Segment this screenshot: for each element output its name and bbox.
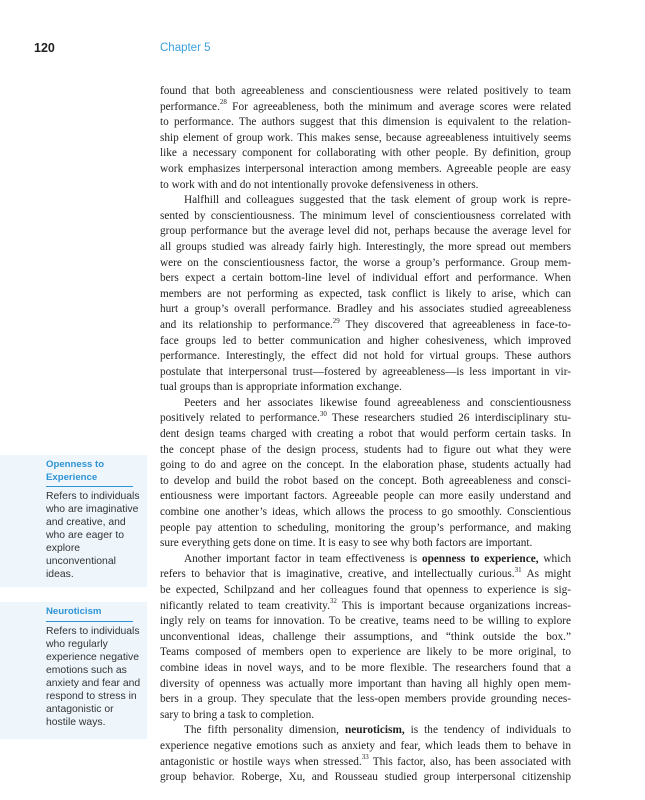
text-line: bers expect a certain bottom-line level of individual effort and performance. When xyxy=(160,272,571,285)
text-line: Another important factor in team effectiveness is openness to experience, which xyxy=(184,552,571,565)
text-line: combine ideas in novel ways, and to be more flexible. The researchers found that a xyxy=(160,661,571,674)
note-reference: 29 xyxy=(332,316,340,325)
text-line: experience negative emotions such as anxiety and fear, which leads them to behave in xyxy=(160,739,571,752)
margin-definition-text xyxy=(46,625,147,729)
margin-divider xyxy=(46,621,133,622)
text-line: all groups studied was already fairly high. Interestingly, the more spread out members xyxy=(160,240,571,253)
text-line: ship element of group work. This makes sense, because agreeableness intuitively seems xyxy=(160,131,571,144)
definition-line: unconventional xyxy=(46,556,116,567)
definition-line: who are imaginative xyxy=(46,504,139,515)
text-line: bers in a group. They speculate that the less-open members provide grounding neces- xyxy=(160,693,571,706)
margin-divider xyxy=(46,486,133,487)
text-line: Halfhill and colleagues suggested that the task element of group work is repre- xyxy=(184,194,571,207)
margin-term-line: Experience xyxy=(46,471,98,483)
text-line: members are not performing as expected, task conflict is likely to arise, which can xyxy=(160,287,571,300)
text-line: postulate that interpersonal trust—fostered by agreeableness—is less important in vir- xyxy=(160,365,571,378)
definition-line: who are eager to xyxy=(46,530,124,541)
text-line: work emphasizes interpersonal interaction among members. Agreeable people are easy xyxy=(160,162,571,175)
text-line: ingly rely on teams for innovation. To be creative, teams need to be willing to explore xyxy=(160,615,571,628)
definition-line: experience negative xyxy=(46,651,140,663)
margin-definition-text xyxy=(46,490,147,581)
margin-definition-neuroticism xyxy=(0,602,147,739)
note-reference: 28 xyxy=(219,98,227,107)
text-line: sure everything gets done on time. It is easy to see why both factors are important. xyxy=(160,537,533,550)
text-line: to develop and build the robot based on the concept. Both agreeableness and consci- xyxy=(160,474,571,487)
definition-line: Refers to individuals xyxy=(46,625,140,637)
note-reference: 30 xyxy=(319,410,327,419)
body-paragraph xyxy=(160,193,571,396)
text-line: sented by conscientiousness. The minimum level of conscientiousness correlated with xyxy=(160,209,571,222)
definition-line: anxiety and fear and xyxy=(46,677,141,689)
definition-line: respond to stress in xyxy=(46,690,137,702)
body-paragraph xyxy=(160,84,571,193)
text-line: and its relationship to performance.$^{29}$ They discovered that agreeableness in face-to- xyxy=(160,316,571,331)
key-term: openness to experience, xyxy=(421,552,539,565)
chapter-title: Chapter 5 xyxy=(160,42,211,54)
text-line: positively related to performance.$^{30}$ These researchers studied 26 interdisciplinary stu- xyxy=(160,410,571,425)
definition-line: hostile ways. xyxy=(46,716,106,728)
text-line: combine one another’s ideas, which allows the process to go smoothly. Conscientious xyxy=(160,506,571,519)
definition-line: emotions such as xyxy=(46,664,127,676)
definition-line: explore xyxy=(46,543,81,554)
text-line: to performance. The authors suggest that this dimension is equivalent to the relation- xyxy=(160,116,571,129)
body-paragraph xyxy=(160,396,571,552)
page-number: 120 xyxy=(34,41,55,55)
text-line: refers to behavior that is imaginative, creative, and intellectually curious.$^{31}$ As might xyxy=(160,566,571,581)
text-line: diversity of openness was actually more important than having all highly open mem- xyxy=(160,677,571,690)
margin-term-line: Neuroticism xyxy=(46,606,102,617)
note-reference: 32 xyxy=(329,597,337,606)
definition-line: and creative, and xyxy=(46,517,126,528)
text-line: entiousness were important factors. Agreeable people can more easily understand and xyxy=(160,490,571,503)
text-line: hurt a group’s overall performance. Bradley and his associates studied agreeableness xyxy=(160,303,571,316)
margin-definition-openness xyxy=(0,455,147,587)
text-line: unconventional ideas, challenge their assumptions, and “think outside the box.” xyxy=(160,630,571,643)
note-reference: 31 xyxy=(514,566,522,575)
text-line: like a necessary component for collaborating with other people. By definition, group xyxy=(160,147,571,160)
text-line: found that both agreeableness and conscientiousness were related positively to team xyxy=(160,85,571,97)
text-line: The fifth personality dimension, neuroticism, is the tendency of individuals to xyxy=(184,724,571,737)
margin-term-title xyxy=(46,602,147,619)
text-line: people pay attention to scheduling, monitoring the group’s performance, and making xyxy=(160,521,571,534)
definition-line: ideas. xyxy=(46,569,74,580)
key-term: neuroticism, xyxy=(344,724,405,737)
text-line: Peeters and her associates likewise found agreeableness and conscientiousness xyxy=(184,396,571,409)
text-line: face groups led to better communication and higher cohesiveness, which improved xyxy=(160,334,571,347)
note-reference: 33 xyxy=(361,753,369,762)
text-line: sary to bring a task to completion. xyxy=(160,708,315,721)
text-line: group performance but the average level did not, perhaps because the average level for xyxy=(160,225,571,238)
text-line: were on the conscientiousness factor, the worse a group’s performance. Group mem- xyxy=(160,256,571,269)
text-line: Teams composed of members open to experience are likely to be more original, to xyxy=(160,646,571,659)
text-line: be expected, Schilpzand and her colleagues found that openness to experience is sig- xyxy=(160,584,571,596)
text-line: group behavior. Roberge, Xu, and Rousseau studied group interpersonal citizenship xyxy=(160,771,571,784)
body-paragraph xyxy=(160,723,571,785)
text-line: going to do and agree on the concept. In the elaboration phase, students actually had xyxy=(160,459,571,472)
body-paragraph xyxy=(160,552,571,724)
text-line: tual groups than is appropriate information exchange. xyxy=(160,381,402,394)
text-line: dent design teams charged with creating a robot that would perform certain tasks. In xyxy=(160,428,571,441)
text-line: nificantly related to team creativity.$^{32}$ This is important because organizations increas- xyxy=(160,597,571,612)
text-line: performance.$^{28}$ For agreeableness, both the minimum and average scores were related xyxy=(160,98,571,113)
definition-line: antagonistic or xyxy=(46,703,114,715)
text-line: to work with and do not intentionally provoke defensiveness in others. xyxy=(160,178,479,191)
text-line: the concept phase of the design process, students had to figure out what they were xyxy=(160,443,571,456)
body-text xyxy=(160,84,571,786)
text-line: performance. Interestingly, the effect did not hold for virtual groups. These authors xyxy=(160,350,571,363)
margin-term-line: Openness to xyxy=(46,459,105,470)
definition-line: who regularly xyxy=(46,638,108,650)
text-line: antagonistic or hostile ways when stressed.$^{33}$ This factor, also, has been associated with xyxy=(160,753,571,768)
definition-line: Refers to individuals xyxy=(46,491,140,502)
margin-term-title xyxy=(46,455,147,484)
